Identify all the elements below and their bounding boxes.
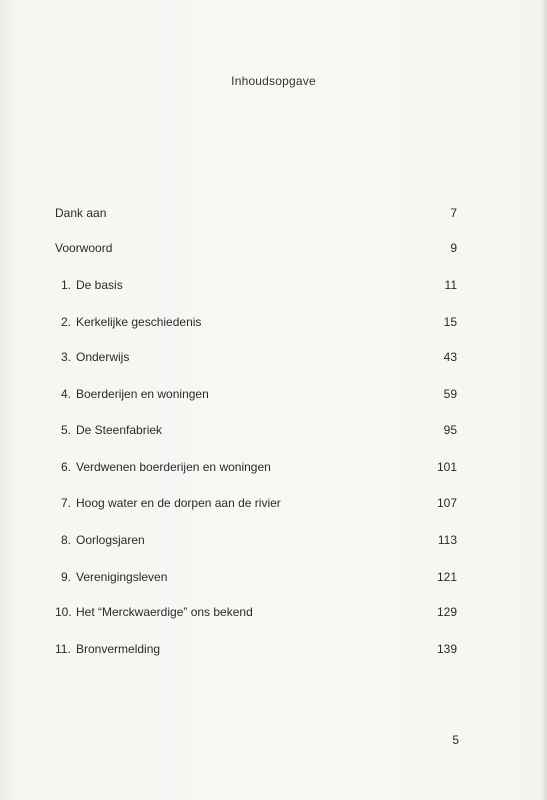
toc-entry-label: Kerkelijke geschiedenis <box>76 315 202 329</box>
toc-entry-label: Dank aan <box>55 206 107 220</box>
toc-entry <box>55 385 457 403</box>
toc-entry <box>55 276 457 294</box>
toc-entry-label: Verenigingsleven <box>76 570 168 584</box>
toc-entry-page: 43 <box>443 350 457 364</box>
toc-entry-page: 139 <box>436 642 457 656</box>
toc-entry-label: De Steenfabriek <box>76 423 163 437</box>
toc-entry <box>55 494 457 512</box>
toc-entry-page: 121 <box>436 570 457 584</box>
toc-entry-page: 113 <box>437 533 457 547</box>
toc-entry-page: 107 <box>436 496 457 510</box>
toc-entry-page: 15 <box>443 315 457 329</box>
toc-entry <box>55 603 457 621</box>
toc-entry-page: 101 <box>436 460 457 474</box>
toc-entry-number: 6. <box>61 460 72 474</box>
toc-entry <box>55 640 457 658</box>
toc-entry-label: Onderwijs <box>76 350 130 364</box>
toc-entry-label: Boerderijen en woningen <box>76 387 209 401</box>
toc-entry-number: 9. <box>61 570 72 584</box>
toc-entry <box>55 421 457 439</box>
toc-entry-number: 1. <box>61 278 72 292</box>
toc-entry <box>55 204 457 222</box>
toc-entry-page: 7 <box>450 206 457 220</box>
toc-entry-label: Hoog water en de dorpen aan de rivier <box>76 496 281 510</box>
toc-entry-number: 11. <box>55 642 71 656</box>
toc-entry-label: De basis <box>76 278 123 292</box>
toc-entry-page: 9 <box>450 241 457 255</box>
toc-entry-label: Het “Merckwaerdige” ons bekend <box>76 605 253 619</box>
toc-entry <box>55 568 457 586</box>
toc-entry-label: Verdwenen boerderijen en woningen <box>76 460 271 474</box>
toc-entry-number: 8. <box>61 533 72 547</box>
toc-entry-number: 4. <box>61 387 72 401</box>
toc-entry-page: 129 <box>436 605 457 619</box>
toc-entry-number: 3. <box>61 350 72 364</box>
toc-entry <box>55 348 457 366</box>
toc-entry-label: Voorwoord <box>55 241 113 255</box>
toc-entry <box>55 531 457 549</box>
toc-entry <box>55 458 457 476</box>
page-number: 5 <box>452 733 459 747</box>
page-title: Inhoudsopgave <box>231 74 316 88</box>
toc-entry-label: Bronvermelding <box>76 642 161 656</box>
toc-entry-page: 11 <box>444 278 457 292</box>
toc-entry-number: 2. <box>61 315 72 329</box>
toc-entry-page: 95 <box>443 423 457 437</box>
toc-entry-number: 5. <box>61 423 72 437</box>
toc-entry-page: 59 <box>443 387 457 401</box>
toc-entry-number: 7. <box>61 496 72 510</box>
toc-entry-label: Oorlogsjaren <box>76 533 145 547</box>
toc-entry-number: 10. <box>55 605 72 619</box>
toc-entry <box>55 313 457 331</box>
toc-entry <box>55 239 457 257</box>
